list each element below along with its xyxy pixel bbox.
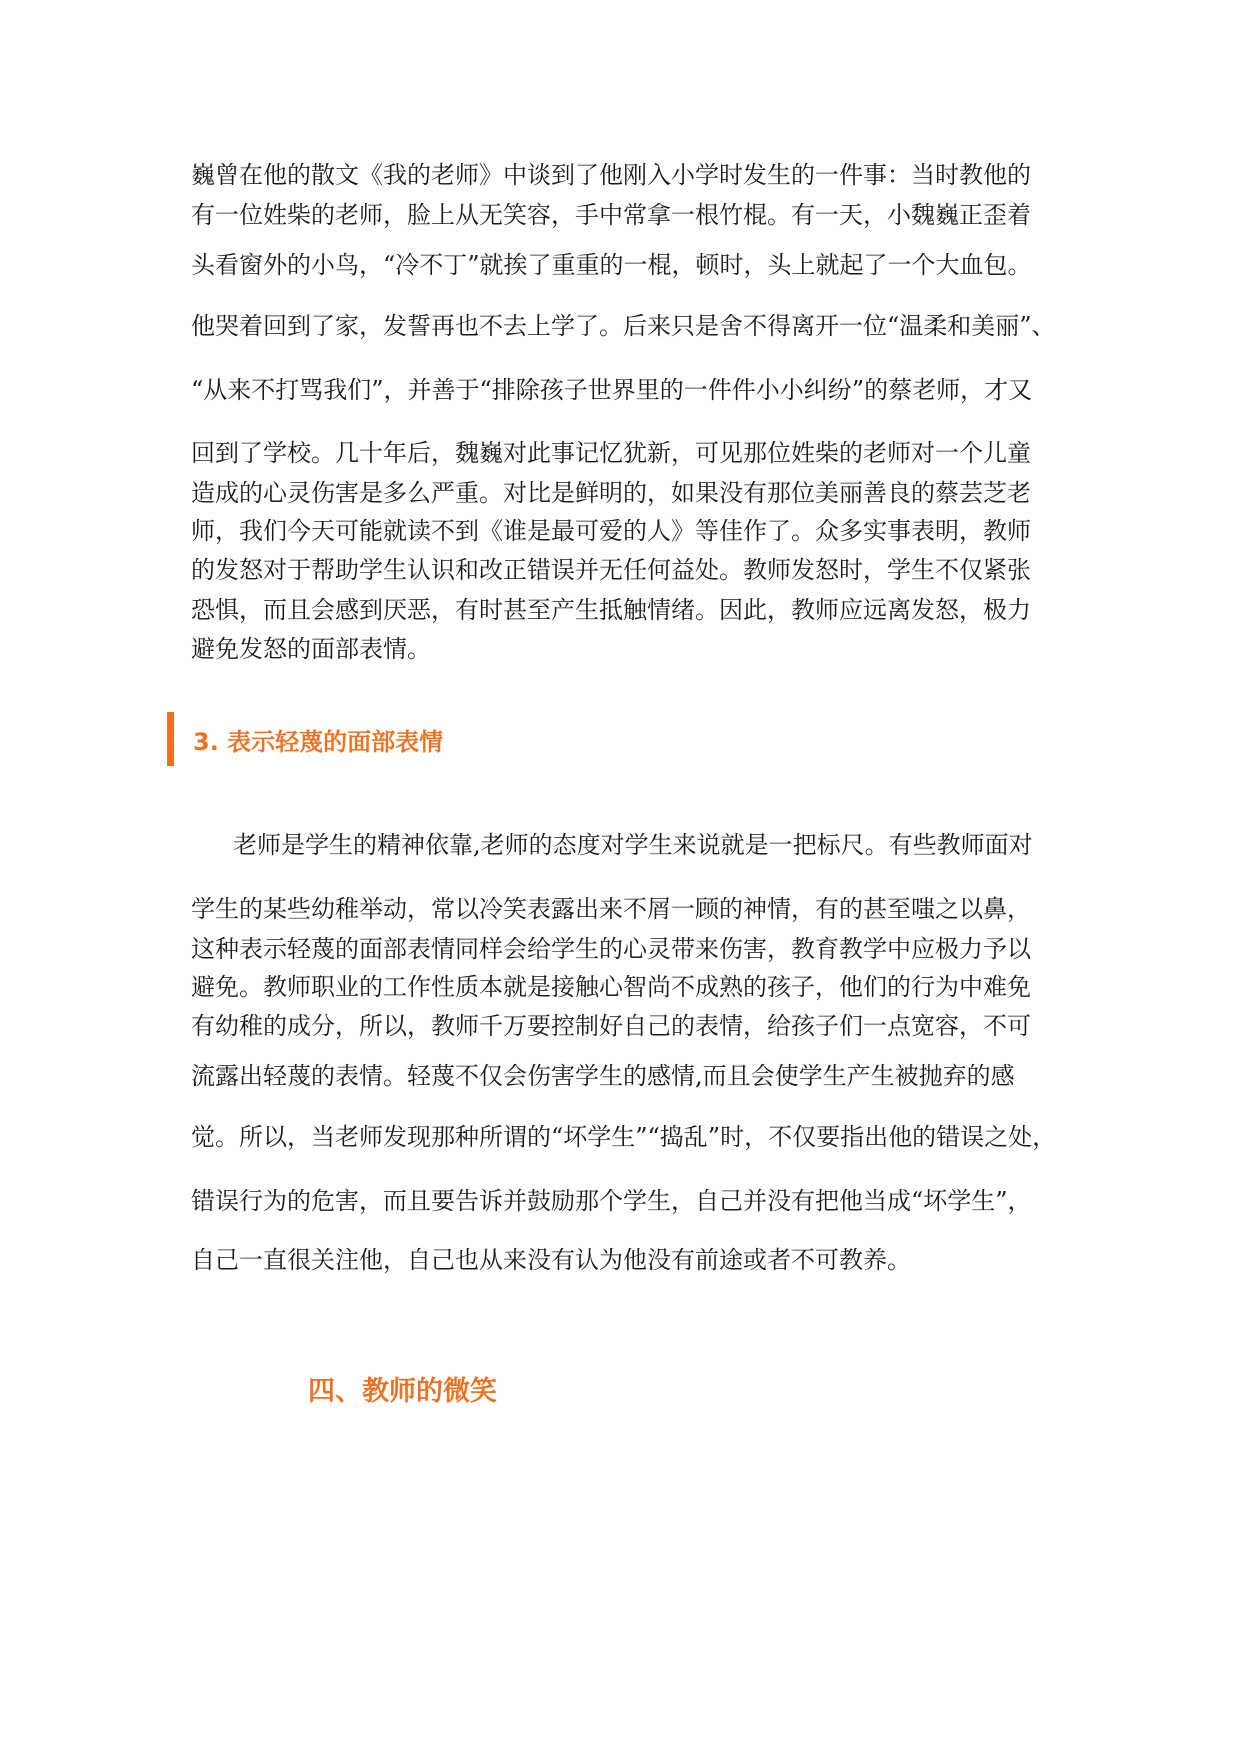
- paragraph-line: 老师是学生的精神依靠,老师的态度对学生来说就是一把标尺。有些教师面对: [233, 831, 1033, 859]
- paragraph-line: 学生的某些幼稚举动，常以冷笑表露出来不屑一顾的神情，有的甚至嗤之以鼻，: [191, 895, 1031, 923]
- paragraph-line: 自己一直很关注他，自己也从来没有认为他没有前途或者不可教养。: [191, 1246, 911, 1274]
- paragraph-line: 有一位姓柴的老师，脸上从无笑容，手中常拿一根竹棍。有一天，小魏巍正歪着: [191, 201, 1031, 229]
- paragraph-line: 造成的心灵伤害是多么严重。对比是鲜明的，如果没有那位美丽善良的蔡芸芝老: [191, 479, 1031, 507]
- paragraph-line: 避免。教师职业的工作性质本就是接触心智尚不成熟的孩子，他们的行为中难免: [191, 973, 1031, 1001]
- paragraph-line: 恐惧，而且会感到厌恶，有时甚至产生抵触情绪。因此，教师应远离发怒，极力: [191, 596, 1031, 624]
- paragraph-line: 有幼稚的成分，所以，教师千万要控制好自己的表情，给孩子们一点宽容，不可: [191, 1012, 1031, 1040]
- paragraph-line: 回到了学校。几十年后，魏巍对此事记忆犹新，可见那位姓柴的老师对一个儿童: [191, 439, 1031, 467]
- paragraph-line: “从来不打骂我们”，并善于“排除孩子世界里的一件件小小纠纷”的蔡老师，才又: [191, 376, 1033, 404]
- paragraph-line: 这种表示轻蔑的面部表情同样会给学生的心灵带来伤害，教育教学中应极力予以: [191, 935, 1031, 963]
- paragraph-line: 的发怒对于帮助学生认识和改正错误并无任何益处。教师发怒时，学生不仅紧张: [191, 556, 1031, 584]
- paragraph-line: 师，我们今天可能就读不到《谁是最可爱的人》等佳作了。众多实事表明，教师: [191, 517, 1031, 545]
- paragraph-line: 他哭着回到了家，发誓再也不去上学了。后来只是舍不得离开一位“温柔和美丽”、: [191, 312, 1056, 340]
- chapter-heading: 四、教师的微笑: [308, 1376, 497, 1407]
- paragraph-line: 巍曾在他的散文《我的老师》中谈到了他刚入小学时发生的一件事：当时教他的: [191, 161, 1031, 189]
- paragraph-line: 头看窗外的小鸟，“冷不丁”就挨了重重的一棍，顿时，头上就起了一个大血包。: [191, 251, 1032, 279]
- section-heading: [167, 712, 443, 766]
- paragraph-line: 错误行为的危害，而且要告诉并鼓励那个学生，自己并没有把他当成“坏学生”，: [191, 1187, 1032, 1215]
- paragraph-line: 觉。所以，当老师发现那种所谓的“坏学生”“捣乱”时，不仅要指出他的错误之处，: [191, 1123, 1057, 1151]
- paragraph-line: 流露出轻蔑的表情。轻蔑不仅会伤害学生的感情,而且会使学生产生被抛弃的感: [191, 1062, 1015, 1090]
- heading-accent-bar: [167, 712, 174, 766]
- section-heading-text: 3. 表示轻蔑的面部表情: [193, 727, 444, 756]
- paragraph-line: 避免发怒的面部表情。: [191, 635, 431, 663]
